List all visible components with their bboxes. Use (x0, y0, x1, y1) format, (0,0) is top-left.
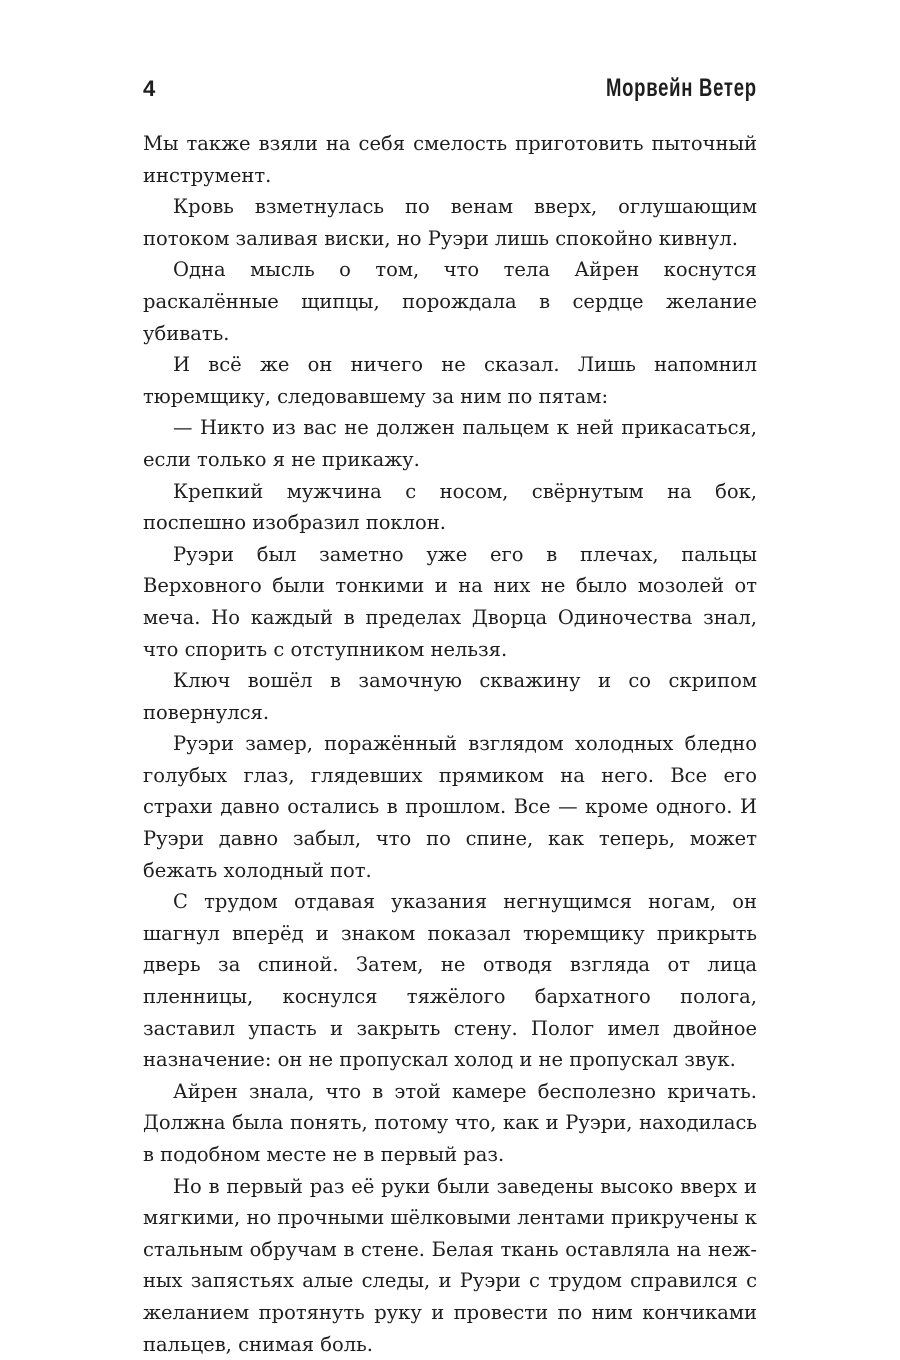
paragraph: Ключ вошёл в замочную скважину и со скрипом повернулся. (143, 669, 757, 724)
body-text (143, 128, 757, 1360)
paragraph: Айрен знала, что в этой камере бесполезно кричать. Должна была понять, потому что, как и Руэри, находилась в подобном месте не в первый раз. (143, 1079, 757, 1166)
paragraph: Одна мысль о том, что тела Айрен коснутся раскалённые щипцы, порождала в сердце желание убивать. (143, 258, 757, 345)
paragraph: Руэри замер, поражённый взглядом холодных бледно голубых глаз, глядевших прямиком на него. Все его страхи давно остались в прошлом. Все — кроме одного. И Руэри давно забыл, что по спине, как теперь, может бежать холодный пот. (143, 732, 757, 882)
book-title: Морвейн Ветер (606, 74, 757, 102)
dialogue-paragraph: — Никто из вас не должен пальцем к ней прикасаться, если только я не прикажу. (143, 416, 757, 471)
paragraph-continued: Мы также взяли на себя смелость приготовить пыточный инструмент. (143, 132, 757, 187)
paragraph: Крепкий мужчина с носом, свёрнутым на бок, поспешно изобразил поклон. (143, 479, 757, 535)
paragraph: Но в первый раз её руки были заведены высоко вверх и мягкими, но прочными шёлковыми лентами прикручены к стальным обручам в стене. Белая ткань оставляла на нежных запястьях алые следы, и Руэри с трудом справился с желанием протянуть руку и провести по ним кончиками пальцев, снимая боль. (143, 1174, 757, 1356)
page-number: 4 (143, 76, 156, 101)
paragraph: Кровь взметнулась по венам вверх, оглушающим потоком заливая виски, но Руэри лишь спокойно кивнул. (143, 195, 757, 250)
paragraph: И всё же он ничего не сказал. Лишь напомнил тюремщику, следовавшему за ним по пятам: (143, 353, 757, 408)
paragraph: Руэри был заметно уже его в плечах, пальцы Верховного были тонкими и на них не было мозолей от меча. Но каждый в пределах Дворца Одиночества знал, что спорить с отступником нельзя. (143, 542, 757, 661)
running-head (143, 74, 757, 106)
paragraph: С трудом отдавая указания негнущимся ногам, он шагнул вперёд и знаком показал тюремщику прикрыть дверь за спиной. Затем, не отводя взгляда от лица пленницы, коснулся тяжёлого бархатного полога, заставил упасть и закрыть стену. Полог имел двойное назначение: он не пропускал холод и не пропускал звук. (143, 890, 757, 1072)
